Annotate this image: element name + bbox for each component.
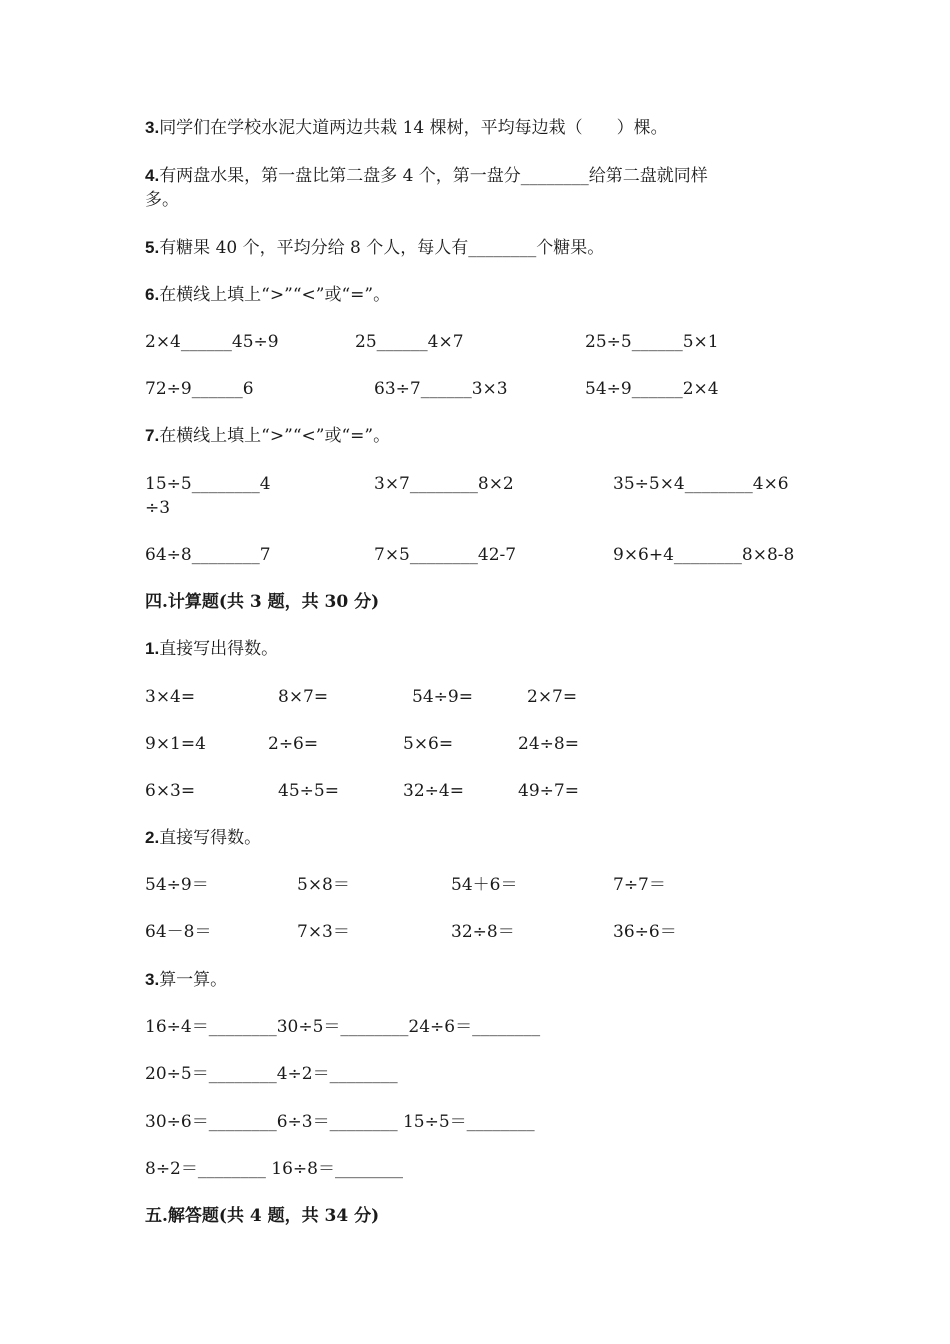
calc-item: 3×4=	[145, 687, 196, 707]
calc-item: 5×6=	[403, 734, 454, 754]
compare-item: 25÷5______5×1	[585, 332, 719, 352]
question-number: 5.	[145, 238, 160, 257]
calc-item: 2×7=	[527, 687, 578, 707]
compare-item: 63÷7______3×3	[374, 379, 508, 399]
section-4-title: 四.计算题(共 3 题，共 30 分)	[145, 592, 380, 612]
compare-item: 7×5________42-7	[374, 545, 517, 565]
compare-item-wrap: ÷3	[145, 498, 171, 518]
compare-item: 72÷9______6	[145, 379, 254, 399]
compare-item: 54÷9______2×4	[585, 379, 719, 399]
calc-item: 54÷9＝	[145, 875, 209, 895]
calc-item: 7÷7＝	[613, 875, 666, 895]
calc-item: 32÷4=	[403, 781, 464, 801]
calc-item: 6×3=	[145, 781, 196, 801]
calc-item: 54＋6＝	[451, 875, 518, 895]
section-5-title: 五.解答题(共 4 题，共 34 分)	[145, 1206, 380, 1226]
calc-row: 30÷6＝________6÷3＝________ 15÷5＝________	[145, 1112, 535, 1132]
question-7	[145, 424, 390, 448]
question-6	[145, 283, 390, 307]
question-number: 3.	[145, 118, 160, 137]
compare-item: 2×4______45÷9	[145, 332, 279, 352]
question-number: 1.	[145, 639, 160, 658]
question-3	[145, 116, 668, 140]
calc-item: 2÷6=	[268, 734, 319, 754]
compare-item: 9×6+4________8×8-8	[613, 545, 795, 565]
question-number: 6.	[145, 285, 160, 304]
question-number: 2.	[145, 828, 160, 847]
question-text: 直接写出得数。	[159, 639, 279, 659]
compare-item: 15÷5________4	[145, 474, 271, 494]
question-number: 4.	[145, 166, 160, 185]
calc-2	[145, 826, 261, 850]
question-5	[145, 236, 604, 260]
calc-row: 16÷4＝________30÷5＝________24÷6＝________	[145, 1017, 541, 1037]
calc-row: 20÷5＝________4÷2＝________	[145, 1064, 398, 1084]
compare-item: 3×7________8×2	[374, 474, 514, 494]
calc-item: 64－8＝	[145, 922, 212, 942]
calc-item: 8×7=	[278, 687, 329, 707]
question-text: 算一算。	[159, 970, 228, 990]
calc-1	[145, 637, 278, 661]
question-text: 在横线上填上“>”“<”或“=”。	[159, 285, 391, 305]
compare-item: 25______4×7	[355, 332, 464, 352]
calc-item: 36÷6＝	[613, 922, 677, 942]
question-number: 3.	[145, 970, 160, 989]
question-text: 在横线上填上“>”“<”或“=”。	[159, 426, 391, 446]
calc-item: 5×8＝	[297, 875, 350, 895]
calc-item: 24÷8=	[518, 734, 579, 754]
calc-item: 54÷9=	[412, 687, 473, 707]
calc-row: 8÷2＝________ 16÷8＝________	[145, 1159, 403, 1179]
compare-item: 64÷8________7	[145, 545, 271, 565]
question-4	[145, 164, 708, 188]
question-text: 有糖果 40 个，平均分给 8 个人，每人有________个糖果。	[159, 238, 605, 258]
question-text: 直接写得数。	[159, 828, 262, 848]
question-number: 7.	[145, 426, 160, 445]
calc-item: 49÷7=	[518, 781, 579, 801]
compare-item: 35÷5×4________4×6	[613, 474, 789, 494]
calc-item: 7×3＝	[297, 922, 350, 942]
calc-item: 32÷8＝	[451, 922, 515, 942]
question-text: 有两盘水果，第一盘比第二盘多 4 个，第一盘分________给第二盘就同样	[159, 166, 708, 186]
calc-item: 9×1=4	[145, 734, 206, 754]
calc-3	[145, 968, 227, 992]
question-text: 同学们在学校水泥大道两边共栽 14 棵树，平均每边栽（ ）棵。	[159, 118, 668, 138]
question-4-continued: 多。	[145, 190, 179, 210]
calc-item: 45÷5=	[278, 781, 339, 801]
